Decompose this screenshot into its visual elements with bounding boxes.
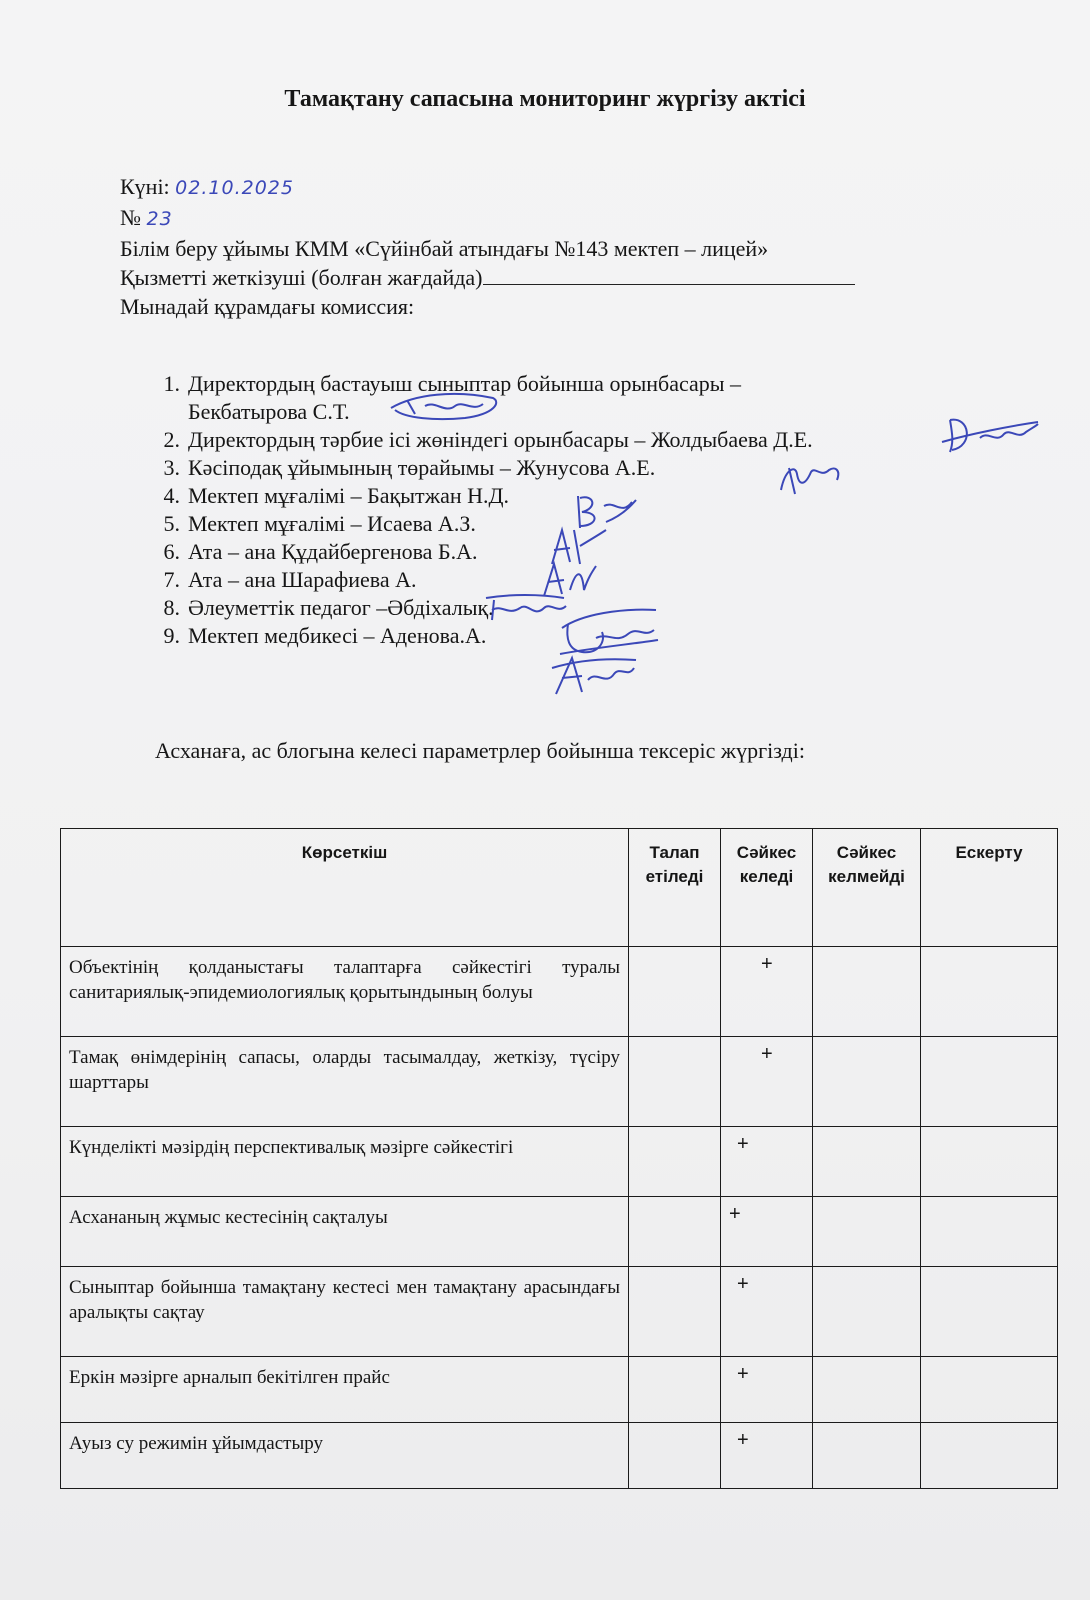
table-row	[61, 1267, 1058, 1357]
act-details	[120, 172, 855, 321]
compliance-mark: +	[761, 1043, 773, 1065]
required-cell	[629, 1423, 721, 1489]
commission-member: 5. Мектеп мұғалімі – Исаева А.З.	[163, 511, 476, 536]
signature-3	[775, 460, 845, 496]
indicator-cell: Асхананың жұмыс кестесінің сақталуы	[61, 1197, 629, 1267]
compliance-mark: +	[737, 1429, 749, 1451]
required-cell	[629, 1037, 721, 1127]
signature-9	[548, 650, 638, 700]
number-label: №	[120, 205, 141, 230]
table-row	[61, 1037, 1058, 1127]
note-cell	[921, 947, 1058, 1037]
header-compliant: Сәйкес келеді	[721, 829, 813, 947]
table-row	[61, 947, 1058, 1037]
note-cell	[921, 1197, 1058, 1267]
indicator-cell: Тамақ өнімдерінің сапасы, оларды тасымалдау, жеткізу, түсіру шарттары	[61, 1037, 629, 1127]
note-cell	[921, 1037, 1058, 1127]
compliant-cell	[721, 947, 813, 1037]
header-required: Талап етіледі	[629, 829, 721, 947]
commission-member: 9. Мектеп медбикесі – Аденова.А.	[163, 623, 487, 648]
noncompliant-cell	[813, 1357, 921, 1423]
commission-member: 4. Мектеп мұғалімі – Бақытжан Н.Д.	[163, 483, 509, 508]
noncompliant-cell	[813, 1267, 921, 1357]
compliant-cell	[721, 1127, 813, 1197]
date-row	[120, 172, 855, 203]
header-indicator: Көрсеткіш	[61, 829, 629, 947]
table-row	[61, 1357, 1058, 1423]
required-cell	[629, 947, 721, 1037]
note-cell	[921, 1127, 1058, 1197]
compliant-cell	[721, 1267, 813, 1357]
table-row	[61, 1197, 1058, 1267]
required-cell	[629, 1267, 721, 1357]
signature-2	[940, 412, 1040, 456]
note-cell	[921, 1357, 1058, 1423]
commission-member: 2. Директордың тәрбие ісі жөніндегі орынбасары – Жолдыбаева Д.Е.	[163, 427, 813, 452]
noncompliant-cell	[813, 947, 921, 1037]
commission-member: 1. Директордың бастауыш сыныптар бойынша орынбасары – Бекбатырова С.Т.	[163, 371, 742, 424]
compliance-mark: +	[737, 1363, 749, 1385]
indicator-cell: Сыныптар бойынша тамақтану кестесі мен тамақтану арасындағы аралықты сақтау	[61, 1267, 629, 1357]
commission-member: 8. Әлеуметтік педагог –Әбдіхалық.	[163, 595, 494, 620]
header-note: Ескерту	[921, 829, 1058, 947]
commission-member: 7. Ата – ана Шарафиева А.	[163, 567, 417, 592]
table-header-row	[61, 829, 1058, 947]
indicator-cell: Еркін мәзірге арналып бекітілген прайс	[61, 1357, 629, 1423]
inspection-intro: Асханаға, ас блогына келесі параметрлер бойынша тексеріс жүргізді:	[155, 738, 805, 763]
organization-line: Білім беру ұйымы КММ «Сүйінбай атындағы №143 мектеп – лицей»	[120, 236, 769, 261]
required-cell	[629, 1357, 721, 1423]
noncompliant-cell	[813, 1423, 921, 1489]
supplier-label: Қызметті жеткізуші (болған жағдайда)	[120, 265, 483, 290]
compliance-mark: +	[737, 1133, 749, 1155]
compliance-mark: +	[761, 953, 773, 975]
required-cell	[629, 1127, 721, 1197]
compliant-cell	[721, 1423, 813, 1489]
note-cell	[921, 1267, 1058, 1357]
note-cell	[921, 1423, 1058, 1489]
required-cell	[629, 1197, 721, 1267]
number-row	[120, 203, 855, 234]
supplier-blank-line	[483, 264, 855, 285]
inspection-table	[60, 828, 1058, 1489]
compliant-cell	[721, 1197, 813, 1267]
compliant-cell	[721, 1357, 813, 1423]
compliance-mark: +	[737, 1273, 749, 1295]
noncompliant-cell	[813, 1127, 921, 1197]
number-value: 23	[146, 208, 173, 230]
indicator-cell: Объектінің қолданыстағы талаптарға сәйкестігі туралы санитариялық-эпидемиологиялық қорытындының болуы	[61, 947, 629, 1037]
indicator-cell: Ауыз су режимін ұйымдастыру	[61, 1423, 629, 1489]
commission-member: 6. Ата – ана Құдайбергенова Б.А.	[163, 539, 478, 564]
document-title: Тамақтану сапасына мониторинг жүргізу актісі	[284, 86, 806, 112]
indicator-cell: Күнделікті мәзірдің перспективалық мәзірге сәйкестігі	[61, 1127, 629, 1197]
table-row	[61, 1127, 1058, 1197]
supplier-row	[120, 263, 855, 292]
compliant-cell	[721, 1037, 813, 1127]
date-value: 02.10.2025	[175, 177, 294, 199]
commission-label: Мынадай құрамдағы комиссия:	[120, 294, 415, 319]
compliance-mark: +	[729, 1203, 741, 1225]
signature-1	[385, 388, 505, 426]
table-row	[61, 1423, 1058, 1489]
header-noncompliant: Сәйкес келмейді	[813, 829, 921, 947]
noncompliant-cell	[813, 1197, 921, 1267]
noncompliant-cell	[813, 1037, 921, 1127]
date-label: Күні:	[120, 174, 170, 199]
commission-member: 3. Кәсіподақ ұйымының төрайымы – Жунусова А.Е.	[163, 455, 656, 480]
